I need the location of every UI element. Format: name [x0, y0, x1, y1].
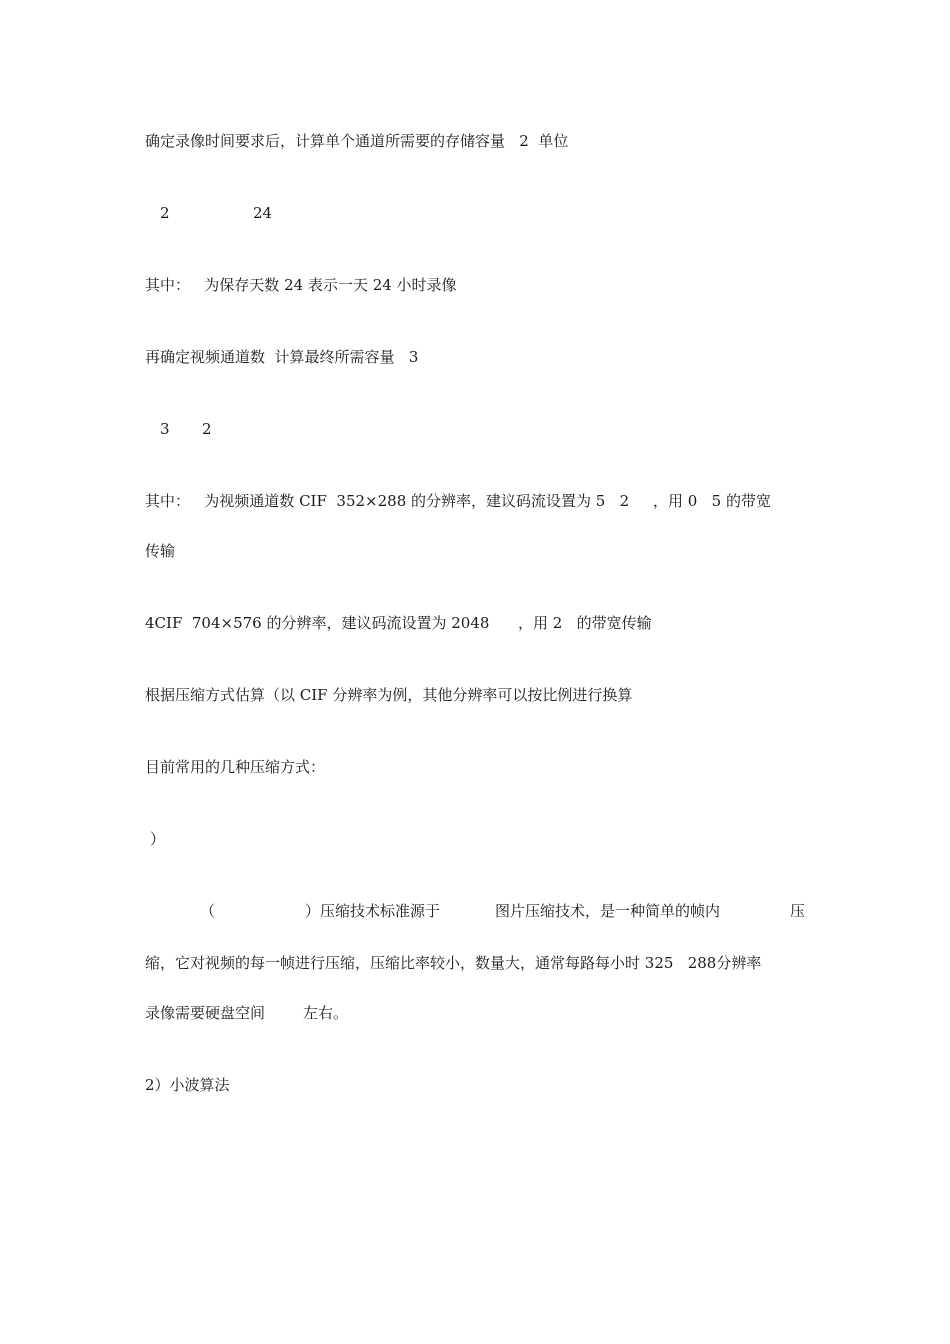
paragraph-disk-space-approx: 左右。 [303, 1004, 349, 1022]
formula-2-token-b: 2 [202, 420, 212, 438]
paragraph-common-compression: 目前常用的几种压缩方式： [145, 758, 326, 776]
mjpeg-open-paren: （ [200, 902, 216, 920]
mjpeg-intra-frame: 图片压缩技术，是一种简单的帧内 [495, 902, 721, 920]
paragraph-total-capacity: 再确定视频通道数 计算最终所需容量 3 [145, 348, 419, 366]
formula-1-token-a: 2 [160, 204, 170, 222]
formula-2-token-a: 3 [160, 420, 170, 438]
paragraph-storage-per-channel: 确定录像时间要求后，计算单个通道所需要的存储容量 2 单位 [145, 132, 569, 150]
paragraph-4cif-bitrate: 4CIF 704×576 的分辨率，建议码流设置为 2048 ，用 2 的带宽传输 [145, 614, 652, 632]
mjpeg-standard-source: ）压缩技术标准源于 [305, 902, 441, 920]
paragraph-cif-bitrate: 其中： 为视频通道数 CIF 352×288 的分辨率，建议码流设置为 5 2 ，用 0 5 的带宽 [145, 492, 771, 510]
list-marker-1: ） [150, 830, 166, 848]
mjpeg-compress-char: 压 [790, 902, 806, 920]
paragraph-cif-bitrate-cont: 传输 [145, 542, 176, 560]
paragraph-compression-estimate: 根据压缩方式估算（以 CIF 分辨率为例，其他分辨率可以按比例进行换算 [145, 686, 633, 704]
paragraph-mjpeg-detail: 缩，它对视频的每一帧进行压缩，压缩比率较小，数量大，通常每路每小时 325 288分辨率 [145, 954, 762, 972]
heading-wavelet-algorithm: 2）小波算法 [145, 1076, 230, 1094]
paragraph-disk-space: 录像需要硬盘空间 [145, 1004, 266, 1022]
paragraph-save-days-note: 其中： 为保存天数 24 表示一天 24 小时录像 [145, 276, 457, 294]
formula-1-token-b: 24 [253, 204, 273, 222]
